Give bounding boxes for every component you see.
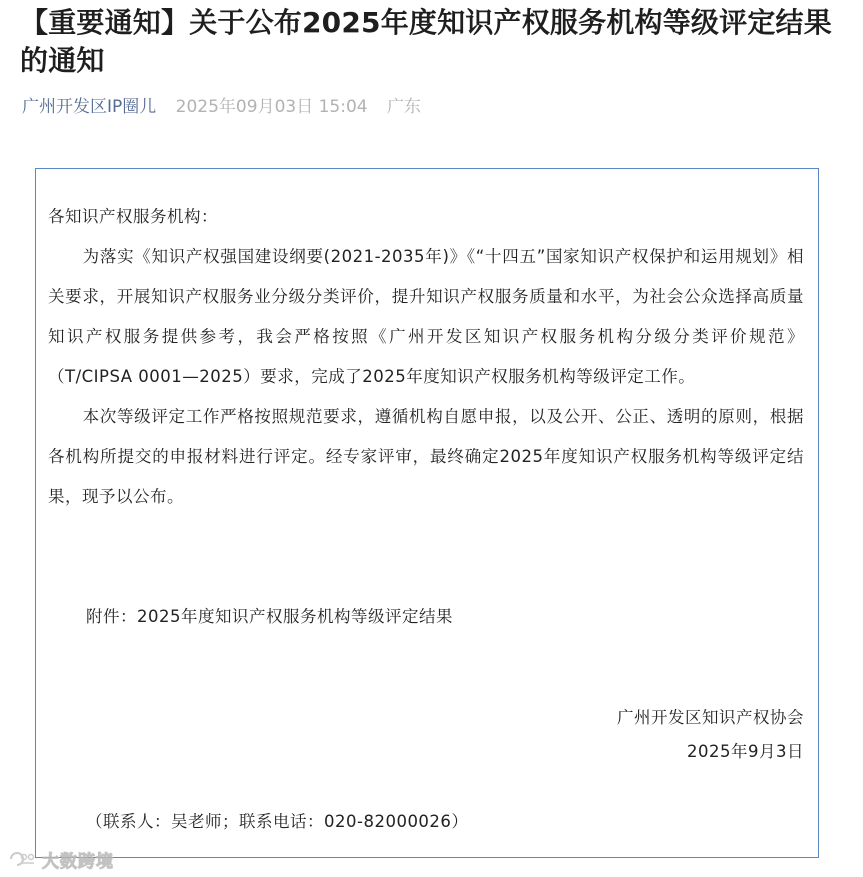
notice-paragraph: 为落实《知识产权强国建设纲要(2021-2035年)》《“十四五”国家知识产权保护和运用规划》相关要求，开展知识产权服务业分级分类评价，提升知识产权服务质量和水平，为社会公众选择高质量知识产权服务提供参考，我会严格按照《广州开发区知识产权服务机构分级分类评价规范》（T/CIPSA 0001—2025）要求，完成了2025年度知识产权服务机构等级评定工作。 (48, 247, 804, 386)
notice-signature (617, 701, 804, 769)
publish-location: 广东 (387, 97, 422, 117)
publish-time: 2025年09月03日 15:04 (175, 97, 368, 117)
notice-body (48, 197, 804, 517)
notice-box (35, 168, 819, 858)
article-title: 【重要通知】关于公布2025年度知识产权服务机构等级评定结果的通知 (20, 6, 832, 77)
account-name-link[interactable]: 广州开发区IP圈儿 (22, 97, 157, 117)
article-meta (22, 95, 421, 119)
notice-salutation: 各知识产权服务机构： (48, 207, 218, 226)
notice-contact: （联系人：吴老师；联系电话：020-82000026） (86, 812, 469, 831)
signature-organization: 广州开发区知识产权协会 (617, 708, 804, 727)
notice-paragraph: 本次等级评定工作严格按照规范要求，遵循机构自愿申报，以及公开、公正、透明的原则，根据各机构所提交的申报材料进行评定。经专家评审，最终确定2025年度知识产权服务机构等级评定结果，现予以公布。 (48, 407, 804, 506)
watermark (8, 846, 114, 872)
notice-attachment: 附件：2025年度知识产权服务机构等级评定结果 (86, 607, 453, 626)
signature-date: 2025年9月3日 (687, 742, 804, 761)
watermark-logo-icon (8, 849, 38, 869)
watermark-text: 大数跨境 (42, 851, 114, 872)
